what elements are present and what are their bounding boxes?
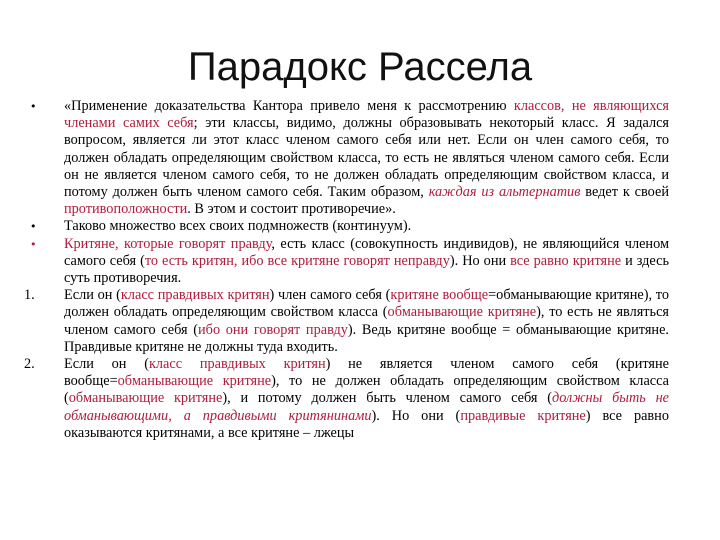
list-item-bullet-continuum bbox=[24, 218, 669, 235]
text-segment: ) все равно оказываются критянами, а все критяне – лжецы bbox=[64, 407, 669, 441]
highlighted-text: ибо они говорят правду bbox=[198, 321, 348, 338]
bullet-marker: • bbox=[30, 100, 37, 113]
highlighted-text: классов, не являющихся членами самих себя bbox=[64, 98, 669, 132]
bullet-marker: • bbox=[30, 220, 37, 234]
text-segment: ведет к своей bbox=[580, 184, 670, 201]
text-segment: «Применение доказательства Кантора привело меня к рассмотрению bbox=[64, 98, 514, 114]
highlighted-text: обманывающие критяне bbox=[68, 390, 223, 407]
text-segment: Если он ( bbox=[64, 356, 149, 373]
highlighted-text: все равно критяне bbox=[510, 252, 622, 269]
text-segment: =обманывающие критяне), то должен обладать определяющим свойством класса ( bbox=[64, 287, 670, 321]
highlighted-text: противоположности bbox=[64, 201, 188, 218]
highlighted-text: Критяне, которые говорят правду bbox=[64, 235, 272, 252]
list-item-numbered-case-2 bbox=[24, 356, 669, 442]
text-segment: , есть класс (совокупность индивидов), не являющийся членом самого себя ( bbox=[64, 235, 669, 269]
text-segment: ). Ведь критяне вообще = обманывающие критяне. Правдивые критяне не должны туда входить. bbox=[64, 321, 669, 355]
highlighted-text: то есть критян, ибо все критяне говорят неправду bbox=[144, 252, 450, 269]
list-item-bullet-quote bbox=[24, 98, 669, 218]
highlighted-text: обманывающие критяне bbox=[117, 373, 272, 390]
text-segment: Если он ( bbox=[64, 287, 121, 304]
bullet-marker: • bbox=[30, 237, 37, 251]
highlighted-text: правдивые критяне bbox=[460, 407, 586, 424]
text-segment: ), и потому должен быть членом самого себя ( bbox=[222, 390, 552, 407]
text-segment: ), то не должен обладать определяющим свойством класса ( bbox=[64, 373, 670, 407]
text-segment: Таково множество всех своих подмножеств (континуум). bbox=[64, 218, 412, 235]
highlighted-text: обманывающие критяне bbox=[387, 304, 537, 321]
list-item-bullet-cretans bbox=[24, 236, 669, 288]
highlighted-text: класс правдивых критян bbox=[148, 356, 326, 373]
highlighted-text: должны быть не обманывающими, а правдивыми критянинами bbox=[64, 390, 670, 424]
text-segment: ). Но они ( bbox=[371, 407, 461, 424]
text-segment: ) не является членом самого себя (критяне вообще= bbox=[64, 356, 669, 390]
list-number: 2. bbox=[24, 356, 35, 373]
text-segment: ), то есть не являться членом самого себя ( bbox=[64, 304, 669, 338]
highlighted-text: критяне вообще bbox=[390, 287, 489, 304]
text-segment: ). Но они bbox=[449, 252, 511, 269]
list-number: 1. bbox=[24, 287, 35, 304]
highlighted-text: класс правдивых критян bbox=[120, 287, 270, 304]
text-segment: и здесь суть противоречия. bbox=[64, 252, 669, 287]
highlighted-text: каждая из альтернатив bbox=[428, 184, 581, 201]
slide-title: Парадокс Рассела bbox=[187, 45, 533, 89]
text-segment: . В этом и состоит противоречие». bbox=[187, 201, 396, 218]
list-item-numbered-case-1 bbox=[24, 287, 669, 356]
text-segment: ) член самого себя ( bbox=[269, 287, 391, 304]
text-segment: ; эти классы, видимо, должны образовывать некоторый класс. Я задался вопросом, является ли этот класс членом самого себя или нет. Если он член самого себя, то должен обладать определяющим свойством класса, то есть не являться членом самого себя. Если он не является членом самого себя, то не должен обладать определяющим свойством класса, и потому должен быть членом самого себя. Таким образом, bbox=[64, 115, 669, 201]
slide-content bbox=[24, 98, 669, 442]
